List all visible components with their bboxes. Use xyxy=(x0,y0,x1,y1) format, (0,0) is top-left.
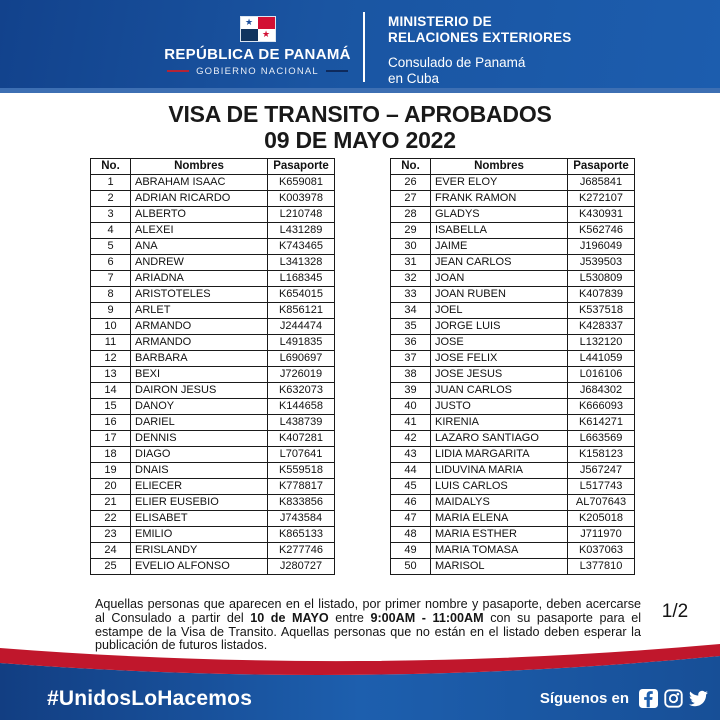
cell-name: EVELIO ALFONSO xyxy=(131,559,268,575)
header-divider xyxy=(363,12,365,82)
table-row xyxy=(391,287,635,303)
header-nombres: Nombres xyxy=(431,159,568,175)
cell-number: 48 xyxy=(391,527,431,543)
cell-passport: K205018 xyxy=(568,511,635,527)
cell-number: 32 xyxy=(391,271,431,287)
cell-number: 11 xyxy=(91,335,131,351)
table-row xyxy=(391,511,635,527)
page-title xyxy=(0,101,720,153)
cell-passport: K144658 xyxy=(268,399,335,415)
header-pasaporte: Pasaporte xyxy=(268,159,335,175)
notice-part3: con su pasaporte para el estampe de la Visa de Transito. Aquellas personas que no están en el listado deben esperar la publicación de futuros listados. xyxy=(95,610,642,653)
notice-part1: Aquellas personas que aparecen en el listado, por primer nombre y pasaporte, deben acercarse al Consulado a partir del xyxy=(95,597,641,625)
cell-number: 9 xyxy=(91,303,131,319)
cell-number: 27 xyxy=(391,191,431,207)
cell-passport: K277746 xyxy=(268,543,335,559)
flag-quadrant-navy xyxy=(241,29,258,41)
cell-number: 35 xyxy=(391,319,431,335)
cell-passport: J726019 xyxy=(268,367,335,383)
cell-name: LAZARO SANTIAGO xyxy=(431,431,568,447)
cell-number: 40 xyxy=(391,399,431,415)
cell-passport: L517743 xyxy=(568,479,635,495)
cell-name: ELIER EUSEBIO xyxy=(131,495,268,511)
facebook-icon[interactable] xyxy=(639,689,658,708)
cell-number: 34 xyxy=(391,303,431,319)
cell-number: 22 xyxy=(91,511,131,527)
cell-name: LUIS CARLOS xyxy=(431,479,568,495)
table-row xyxy=(91,239,335,255)
cell-passport: K003978 xyxy=(268,191,335,207)
cell-number: 18 xyxy=(91,447,131,463)
cell-name: JOEL xyxy=(431,303,568,319)
cell-number: 28 xyxy=(391,207,431,223)
cell-name: ANDREW xyxy=(131,255,268,271)
cell-number: 10 xyxy=(91,319,131,335)
table-row xyxy=(391,383,635,399)
dash-right xyxy=(326,70,348,72)
table-row xyxy=(91,527,335,543)
cell-number: 36 xyxy=(391,335,431,351)
cell-name: DNAIS xyxy=(131,463,268,479)
cell-number: 21 xyxy=(91,495,131,511)
cell-number: 4 xyxy=(91,223,131,239)
header-no: No. xyxy=(391,159,431,175)
cell-number: 47 xyxy=(391,511,431,527)
cell-number: 26 xyxy=(391,175,431,191)
dash-left xyxy=(167,70,189,72)
table-row xyxy=(391,415,635,431)
cell-name: ISABELLA xyxy=(431,223,568,239)
table-row xyxy=(391,495,635,511)
cell-number: 29 xyxy=(391,223,431,239)
cell-number: 50 xyxy=(391,559,431,575)
cell-passport: AL707643 xyxy=(568,495,635,511)
follow-label: Síguenos en xyxy=(539,690,629,707)
cell-passport: L707641 xyxy=(268,447,335,463)
cell-name: DARIEL xyxy=(131,415,268,431)
government-row xyxy=(150,66,365,77)
cell-name: JUAN CARLOS xyxy=(431,383,568,399)
table-row xyxy=(391,303,635,319)
table-row xyxy=(91,367,335,383)
cell-passport: K158123 xyxy=(568,447,635,463)
table-row xyxy=(391,255,635,271)
cell-number: 39 xyxy=(391,383,431,399)
cell-name: BEXI xyxy=(131,367,268,383)
flag-quadrant-red-star: ★ xyxy=(258,29,275,41)
cell-name: JOAN RUBEN xyxy=(431,287,568,303)
cell-passport: J196049 xyxy=(568,239,635,255)
notice-part2: entre xyxy=(328,610,371,625)
page-indicator: 1/2 xyxy=(661,601,689,622)
consulate-line1: Consulado de Panamá xyxy=(388,55,526,70)
cell-name: MARISOL xyxy=(431,559,568,575)
cell-number: 31 xyxy=(391,255,431,271)
table-row xyxy=(91,431,335,447)
cell-passport: K559518 xyxy=(268,463,335,479)
cell-passport: L530809 xyxy=(568,271,635,287)
cell-passport: K037063 xyxy=(568,543,635,559)
panama-flag-icon xyxy=(240,16,276,42)
cell-name: BARBARA xyxy=(131,351,268,367)
table-row xyxy=(91,255,335,271)
table-row xyxy=(91,447,335,463)
cell-name: ELISABET xyxy=(131,511,268,527)
cell-number: 7 xyxy=(91,271,131,287)
cell-passport: K407839 xyxy=(568,287,635,303)
ministry-line1: MINISTERIO DE xyxy=(388,14,492,29)
cell-name: DANOY xyxy=(131,399,268,415)
table-row xyxy=(391,207,635,223)
cell-number: 41 xyxy=(391,415,431,431)
cell-number: 37 xyxy=(391,351,431,367)
cell-name: LIDUVINA MARIA xyxy=(431,463,568,479)
table-body-right xyxy=(391,175,635,575)
ministry-line2: RELACIONES EXTERIORES xyxy=(388,29,572,45)
flag-quadrant-red xyxy=(258,17,275,29)
cell-name: MARIA TOMASA xyxy=(431,543,568,559)
header-bottom-strip xyxy=(0,88,720,93)
table-row xyxy=(91,303,335,319)
cell-number: 46 xyxy=(391,495,431,511)
cell-number: 43 xyxy=(391,447,431,463)
table-row xyxy=(91,319,335,335)
notice-bold-time: 9:00AM - 11:00AM xyxy=(370,610,484,625)
title-line2: 09 DE MAYO 2022 xyxy=(264,127,456,153)
cell-passport: J685841 xyxy=(568,175,635,191)
cell-name: MAIDALYS xyxy=(431,495,568,511)
cell-passport: J684302 xyxy=(568,383,635,399)
table-row xyxy=(391,191,635,207)
cell-passport: J280727 xyxy=(268,559,335,575)
cell-passport: K833856 xyxy=(268,495,335,511)
cell-number: 33 xyxy=(391,287,431,303)
cell-name: ELIECER xyxy=(131,479,268,495)
cell-number: 15 xyxy=(91,399,131,415)
table-header-row xyxy=(391,159,635,175)
header-left-block xyxy=(150,12,365,77)
cell-passport: L438739 xyxy=(268,415,335,431)
cell-number: 13 xyxy=(91,367,131,383)
cell-number: 5 xyxy=(91,239,131,255)
cell-passport: J711970 xyxy=(568,527,635,543)
cell-passport: K654015 xyxy=(268,287,335,303)
cell-passport: K666093 xyxy=(568,399,635,415)
cell-name: JUSTO xyxy=(431,399,568,415)
cell-passport: J743584 xyxy=(268,511,335,527)
cell-name: JOAN xyxy=(431,271,568,287)
cell-passport: L377810 xyxy=(568,559,635,575)
cell-name: ADRIAN RICARDO xyxy=(131,191,268,207)
cell-number: 3 xyxy=(91,207,131,223)
cell-passport: J567247 xyxy=(568,463,635,479)
footer-bar xyxy=(0,682,720,720)
cell-name: GLADYS xyxy=(431,207,568,223)
cell-number: 14 xyxy=(91,383,131,399)
cell-number: 24 xyxy=(91,543,131,559)
cell-name: EMILIO xyxy=(131,527,268,543)
consulate-name xyxy=(388,55,571,86)
table-header-row xyxy=(91,159,335,175)
cell-passport: K659081 xyxy=(268,175,335,191)
visa-table-left xyxy=(90,158,335,575)
table-row xyxy=(91,463,335,479)
cell-passport: K562746 xyxy=(568,223,635,239)
table-row xyxy=(91,207,335,223)
cell-number: 45 xyxy=(391,479,431,495)
cell-passport: K407281 xyxy=(268,431,335,447)
instagram-icon[interactable] xyxy=(664,689,683,708)
table-body-left xyxy=(91,175,335,575)
table-row xyxy=(91,191,335,207)
cell-passport: L690697 xyxy=(268,351,335,367)
table-row xyxy=(91,223,335,239)
cell-passport: K428337 xyxy=(568,319,635,335)
cell-number: 12 xyxy=(91,351,131,367)
cell-passport: L663569 xyxy=(568,431,635,447)
table-row xyxy=(391,479,635,495)
cell-name: ALEXEI xyxy=(131,223,268,239)
cell-name: DAIRON JESUS xyxy=(131,383,268,399)
cell-name: LIDIA MARGARITA xyxy=(431,447,568,463)
table-row xyxy=(391,351,635,367)
flag-quadrant-blue-star: ★ xyxy=(241,17,258,29)
cell-number: 6 xyxy=(91,255,131,271)
header-right-block xyxy=(388,14,571,86)
header-no: No. xyxy=(91,159,131,175)
cell-passport: J539503 xyxy=(568,255,635,271)
cell-number: 20 xyxy=(91,479,131,495)
follow-group xyxy=(540,689,708,708)
hashtag-slogan: #UnidosLoHacemos xyxy=(47,687,253,710)
table-row xyxy=(91,399,335,415)
cell-passport: K614271 xyxy=(568,415,635,431)
table-row xyxy=(391,271,635,287)
table-row xyxy=(91,351,335,367)
cell-name: JORGE LUIS xyxy=(431,319,568,335)
cell-name: DIAGO xyxy=(131,447,268,463)
table-row xyxy=(91,383,335,399)
table-row xyxy=(391,527,635,543)
cell-passport: L341328 xyxy=(268,255,335,271)
table-row xyxy=(91,415,335,431)
cell-name: EVER ELOY xyxy=(431,175,568,191)
table-row xyxy=(91,543,335,559)
notice-bold-date: 10 de MAYO xyxy=(250,610,329,625)
table-row xyxy=(91,511,335,527)
cell-name: ERISLANDY xyxy=(131,543,268,559)
cell-name: ANA xyxy=(131,239,268,255)
republic-title: REPÚBLICA DE PANAMÁ xyxy=(164,45,351,63)
cell-number: 16 xyxy=(91,415,131,431)
header-pasaporte: Pasaporte xyxy=(568,159,635,175)
cell-number: 30 xyxy=(391,239,431,255)
cell-passport: K537518 xyxy=(568,303,635,319)
cell-number: 23 xyxy=(91,527,131,543)
cell-passport: L132120 xyxy=(568,335,635,351)
table-row xyxy=(91,559,335,575)
table-row xyxy=(391,399,635,415)
table-row xyxy=(391,239,635,255)
cell-name: ARMANDO xyxy=(131,335,268,351)
table-row xyxy=(391,463,635,479)
table-row xyxy=(391,431,635,447)
consulate-line2: en Cuba xyxy=(388,70,440,86)
cell-name: FRANK RAMON xyxy=(431,191,568,207)
cell-name: ALBERTO xyxy=(131,207,268,223)
cell-number: 44 xyxy=(391,463,431,479)
cell-number: 38 xyxy=(391,367,431,383)
table-row xyxy=(391,447,635,463)
cell-passport: L168345 xyxy=(268,271,335,287)
table-row xyxy=(391,319,635,335)
table-row xyxy=(391,223,635,239)
table-row xyxy=(391,559,635,575)
cell-name: KIRENIA xyxy=(431,415,568,431)
cell-number: 19 xyxy=(91,463,131,479)
header-banner xyxy=(0,0,720,93)
cell-passport: K632073 xyxy=(268,383,335,399)
cell-name: ARISTOTELES xyxy=(131,287,268,303)
table-row xyxy=(91,271,335,287)
cell-number: 2 xyxy=(91,191,131,207)
table-header xyxy=(91,159,335,175)
cell-name: ARMANDO xyxy=(131,319,268,335)
cell-number: 42 xyxy=(391,431,431,447)
cell-name: JEAN CARLOS xyxy=(431,255,568,271)
cell-number: 49 xyxy=(391,543,431,559)
ministry-name xyxy=(388,14,571,45)
cell-name: ARLET xyxy=(131,303,268,319)
cell-number: 25 xyxy=(91,559,131,575)
cell-name: DENNIS xyxy=(131,431,268,447)
twitter-icon[interactable] xyxy=(689,689,708,708)
table-row xyxy=(391,367,635,383)
cell-name: JOSE JESUS xyxy=(431,367,568,383)
cell-passport: L431289 xyxy=(268,223,335,239)
table-header xyxy=(391,159,635,175)
cell-name: JOSE FELIX xyxy=(431,351,568,367)
cell-name: ARIADNA xyxy=(131,271,268,287)
title-line1: VISA DE TRANSITO – APROBADOS xyxy=(168,101,552,127)
cell-passport: K430931 xyxy=(568,207,635,223)
government-subtitle: GOBIERNO NACIONAL xyxy=(196,65,319,77)
cell-number: 8 xyxy=(91,287,131,303)
cell-passport: K778817 xyxy=(268,479,335,495)
table-row xyxy=(91,335,335,351)
cell-passport: K743465 xyxy=(268,239,335,255)
cell-passport: L016106 xyxy=(568,367,635,383)
cell-passport: L441059 xyxy=(568,351,635,367)
cell-passport: K856121 xyxy=(268,303,335,319)
cell-number: 17 xyxy=(91,431,131,447)
cell-number: 1 xyxy=(91,175,131,191)
header-nombres: Nombres xyxy=(131,159,268,175)
visa-table-right xyxy=(390,158,635,575)
table-row xyxy=(91,175,335,191)
cell-name: MARIA ELENA xyxy=(431,511,568,527)
cell-passport: J244474 xyxy=(268,319,335,335)
cell-name: JAIME xyxy=(431,239,568,255)
cell-passport: K865133 xyxy=(268,527,335,543)
table-row xyxy=(91,495,335,511)
cell-name: JOSE xyxy=(431,335,568,351)
table-row xyxy=(391,335,635,351)
cell-passport: L491835 xyxy=(268,335,335,351)
table-row xyxy=(391,175,635,191)
table-row xyxy=(91,287,335,303)
cell-name: ABRAHAM ISAAC xyxy=(131,175,268,191)
table-row xyxy=(91,479,335,495)
cell-name: MARIA ESTHER xyxy=(431,527,568,543)
cell-passport: L210748 xyxy=(268,207,335,223)
cell-passport: K272107 xyxy=(568,191,635,207)
table-row xyxy=(391,543,635,559)
